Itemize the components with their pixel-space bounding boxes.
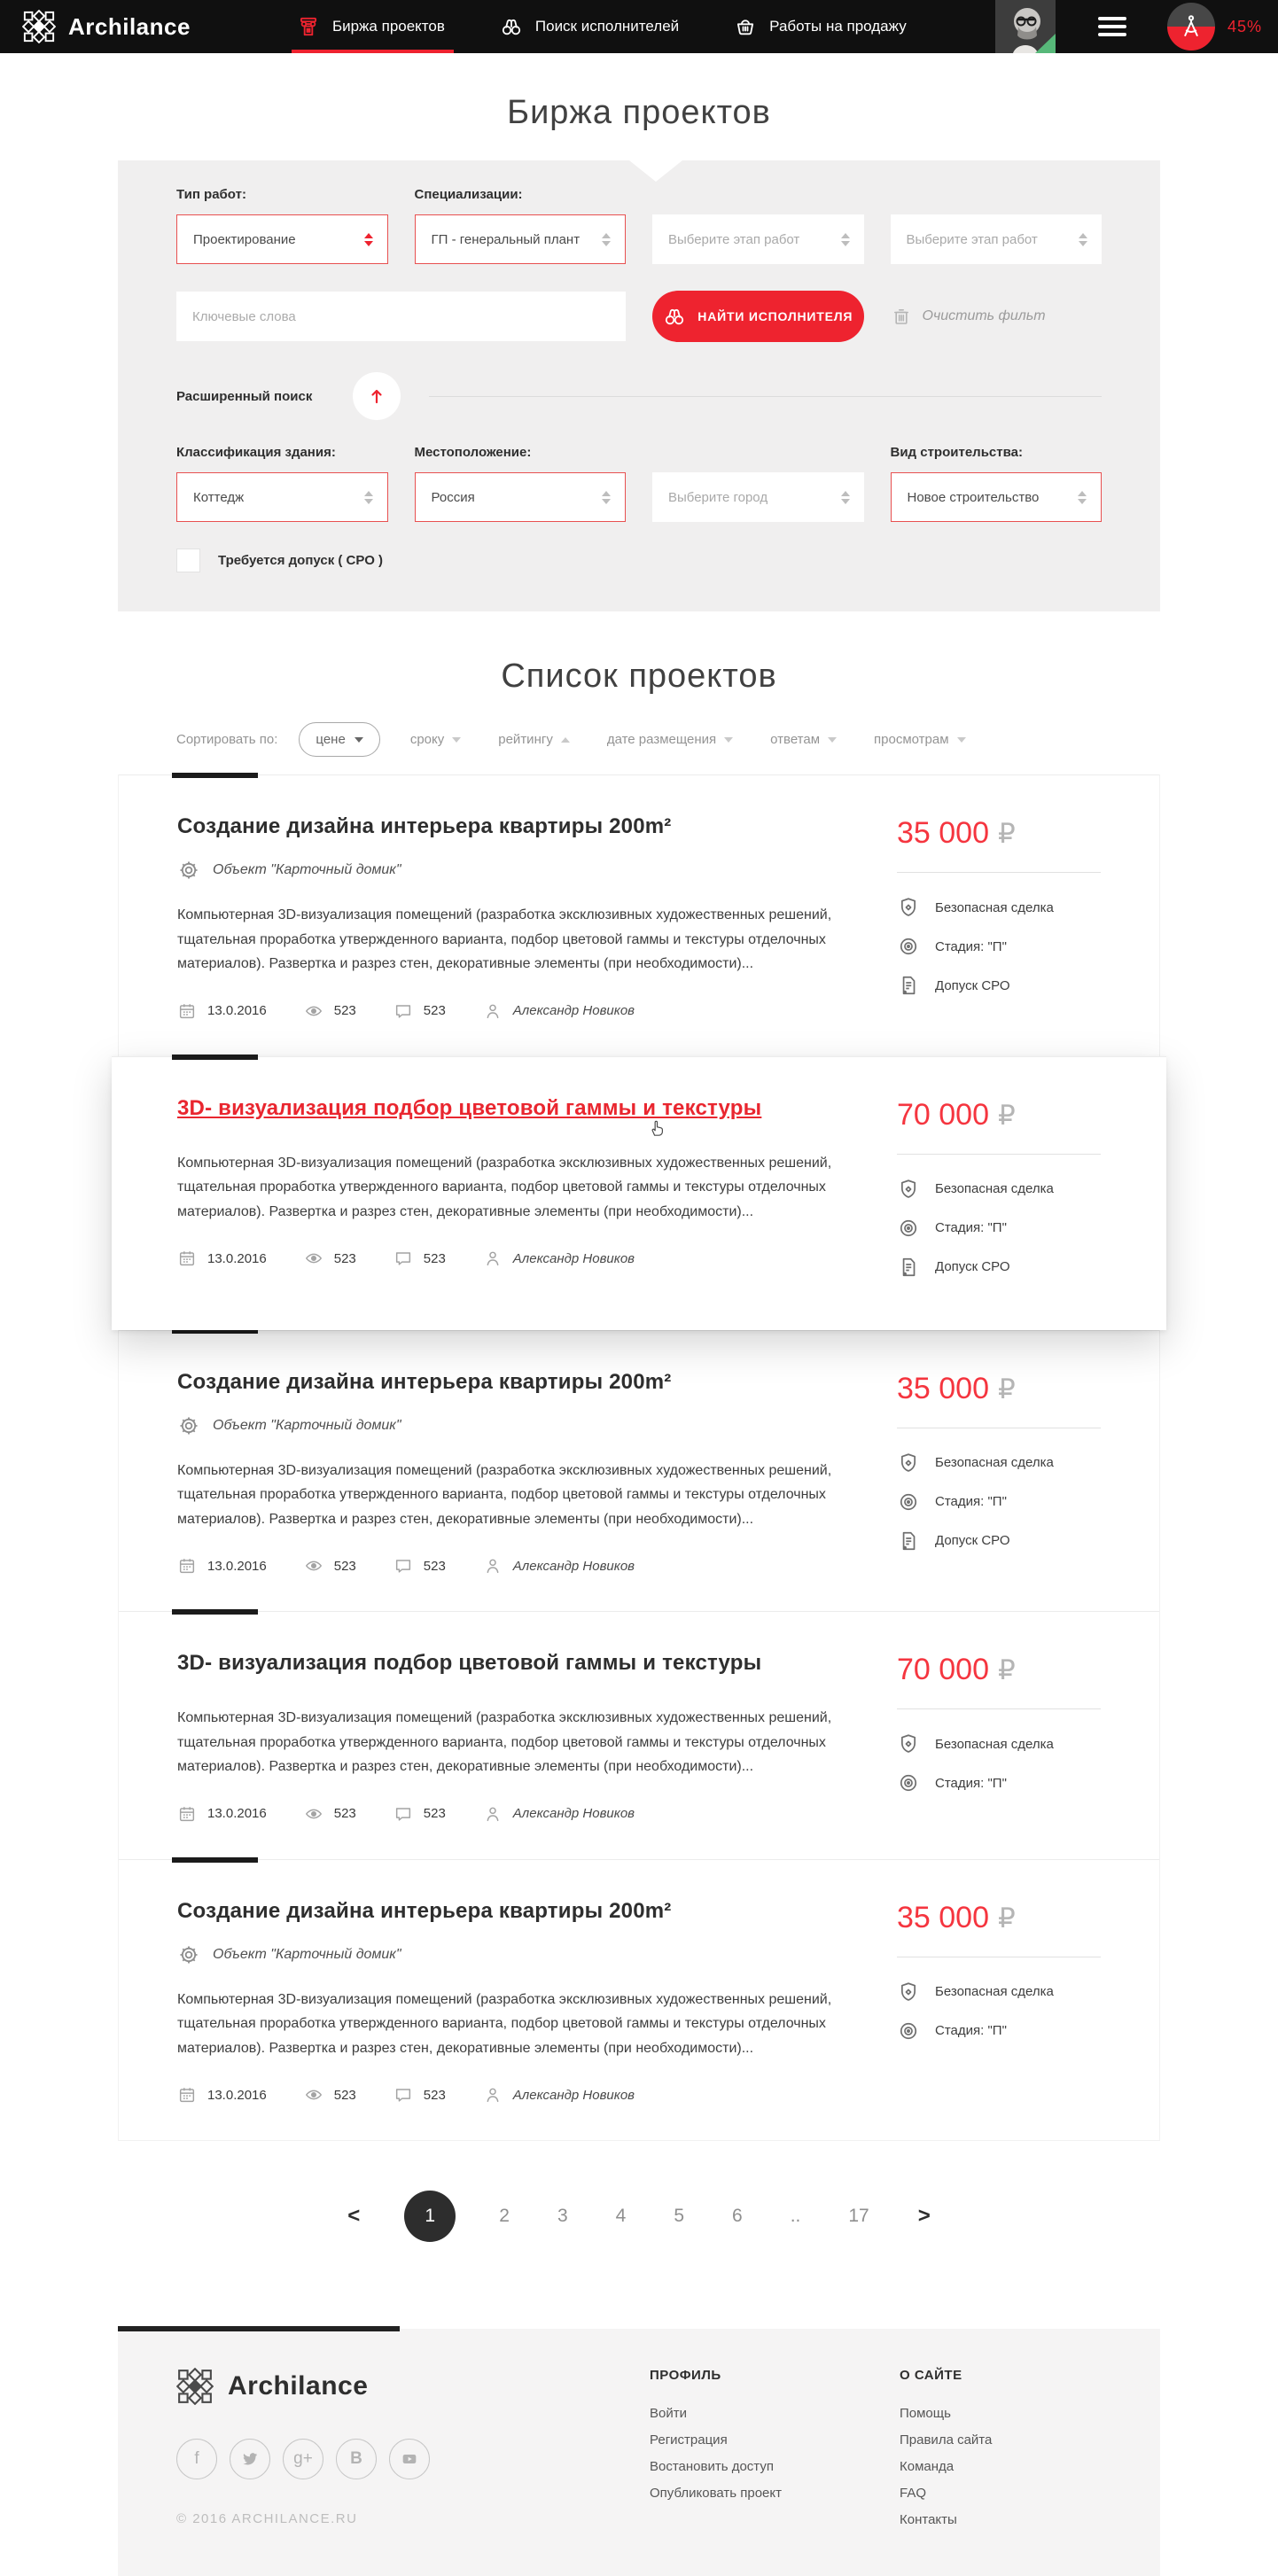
meta-author-value: Александр Новиков bbox=[512, 1003, 635, 1019]
price-value: 70 000 bbox=[897, 1653, 989, 1687]
project-price bbox=[897, 1901, 1101, 1935]
meta-comments-value: 523 bbox=[423, 2087, 446, 2103]
project-title[interactable]: Создание дизайна интерьера квартиры 200m² bbox=[177, 814, 672, 838]
location-label: Местоположение: bbox=[414, 445, 532, 460]
person-icon bbox=[483, 2085, 503, 2105]
advanced-search-label: Расширенный поиск bbox=[176, 388, 313, 404]
sort-option-date[interactable] bbox=[607, 732, 733, 747]
google-plus-icon[interactable] bbox=[283, 2439, 323, 2479]
meta-comments bbox=[394, 1249, 446, 1268]
stage-icon bbox=[897, 2020, 920, 2043]
project-title[interactable]: Создание дизайна интерьера квартиры 200m² bbox=[177, 1898, 672, 1923]
project-card-hovered bbox=[112, 1056, 1166, 1330]
compass-icon bbox=[1178, 13, 1204, 40]
meta-views-value: 523 bbox=[333, 1806, 356, 1822]
copyright: © 2016 ARCHILANCE.RU bbox=[176, 2511, 358, 2527]
footer-link-team[interactable]: Команда bbox=[900, 2459, 955, 2475]
meta-author-value: Александр Новиков bbox=[512, 1806, 635, 1822]
brand-name: Archilance bbox=[68, 12, 191, 40]
price-currency: ₽ bbox=[998, 1373, 1016, 1405]
card-main bbox=[177, 814, 861, 1021]
meta-views bbox=[304, 1556, 356, 1576]
brand-logo[interactable] bbox=[22, 10, 191, 43]
gear-icon bbox=[177, 1414, 200, 1437]
meta-comments bbox=[394, 2085, 446, 2105]
badge-label: Допуск СРО bbox=[935, 1259, 1010, 1275]
collapse-advanced-button[interactable] bbox=[353, 372, 401, 420]
sort-option-term[interactable] bbox=[410, 732, 461, 747]
list-title: Список проектов bbox=[501, 658, 777, 695]
badge-safe-deal bbox=[897, 1732, 1101, 1755]
project-list bbox=[118, 774, 1160, 2141]
vk-label: B bbox=[350, 2449, 362, 2469]
stage-select-2[interactable] bbox=[891, 214, 1103, 264]
badge-label: Стадия: "П" bbox=[935, 1220, 1007, 1236]
footer-link-rules[interactable]: Правила сайта bbox=[900, 2432, 993, 2448]
meta-date bbox=[177, 2085, 267, 2105]
card-right-column bbox=[897, 1370, 1101, 1576]
footer-about-title: О САЙТЕ bbox=[900, 2368, 962, 2384]
comment-icon bbox=[394, 1001, 413, 1021]
meta-comments-value: 523 bbox=[423, 1250, 446, 1266]
facebook-icon[interactable] bbox=[176, 2439, 217, 2479]
meta-views-value: 523 bbox=[333, 1250, 356, 1266]
card-right-column bbox=[897, 1651, 1101, 1824]
person-icon bbox=[483, 1804, 503, 1824]
user-avatar[interactable] bbox=[995, 0, 1056, 53]
sro-doc-icon bbox=[897, 1529, 920, 1553]
meta-date-value: 13.0.2016 bbox=[207, 1558, 267, 1574]
badge-stage bbox=[897, 2020, 1101, 2043]
find-performer-button[interactable] bbox=[652, 291, 864, 342]
divider bbox=[429, 396, 1102, 397]
meta-author-value: Александр Новиков bbox=[512, 1558, 635, 1574]
project-meta bbox=[177, 1001, 861, 1021]
price-value: 35 000 bbox=[897, 1900, 989, 1934]
construction-value: Новое строительство bbox=[907, 489, 1040, 505]
select-arrows-icon bbox=[841, 491, 850, 504]
project-description: Компьютерная 3D-визуализация помещений (разработка эксклюзивных художественных решений, тщательная проработка утвержденного варианта, подбор цветовой гаммы и текстуры отделочных материалов). Развертка и разрез стен, декоративные элементы (при необходимости)... bbox=[177, 1991, 832, 2056]
construction-select[interactable] bbox=[891, 472, 1103, 522]
shield-icon bbox=[897, 896, 920, 919]
sort-down-icon bbox=[724, 737, 733, 743]
profile-progress-badge[interactable] bbox=[1167, 3, 1215, 51]
price-currency: ₽ bbox=[998, 1902, 1016, 1934]
project-description: Компьютерная 3D-визуализация помещений (разработка эксклюзивных художественных решений, тщательная проработка утвержденного варианта, подбор цветовой гаммы и текстуры отделочных материалов). Развертка и разрез стен, декоративные элементы (при необходимости)... bbox=[177, 1710, 832, 1775]
project-meta bbox=[177, 2085, 861, 2105]
filter-stage-1 bbox=[652, 214, 864, 264]
eye-icon bbox=[304, 1804, 323, 1824]
sro-checkbox[interactable] bbox=[176, 549, 200, 572]
filter-classification bbox=[176, 445, 388, 522]
sort-down-icon bbox=[957, 737, 966, 743]
person-icon bbox=[483, 1001, 503, 1021]
sort-down-icon bbox=[355, 737, 363, 743]
meta-author[interactable] bbox=[483, 1804, 635, 1824]
meta-views bbox=[304, 1249, 356, 1268]
binoculars-icon bbox=[500, 15, 523, 38]
calendar-icon bbox=[177, 2085, 197, 2105]
project-price bbox=[897, 1653, 1101, 1687]
project-title-text: 3D- визуализация подбор цветовой гаммы и текстуры bbox=[177, 1095, 762, 1120]
footer-about-column bbox=[900, 2368, 1160, 2539]
project-price bbox=[897, 1098, 1101, 1132]
menu-icon[interactable] bbox=[1098, 12, 1126, 41]
card-main bbox=[177, 1899, 861, 2105]
meta-author-value: Александр Новиков bbox=[512, 1250, 635, 1266]
eye-icon bbox=[304, 1001, 323, 1021]
stage-icon bbox=[897, 1490, 920, 1514]
shield-icon bbox=[897, 1732, 920, 1755]
meta-date-value: 13.0.2016 bbox=[207, 1003, 267, 1019]
main-nav bbox=[295, 0, 960, 53]
arrow-up-icon bbox=[366, 385, 387, 407]
project-card bbox=[119, 1859, 1159, 2141]
calendar-icon bbox=[177, 1249, 197, 1268]
person-icon bbox=[483, 1249, 503, 1268]
clear-filter-button[interactable] bbox=[891, 306, 1103, 327]
footer bbox=[118, 2329, 1160, 2576]
stage-icon bbox=[897, 1217, 920, 1240]
select-arrows-icon bbox=[1079, 233, 1087, 246]
meta-author[interactable] bbox=[483, 1001, 635, 1021]
column-icon bbox=[297, 15, 320, 38]
meta-comments bbox=[394, 1001, 446, 1021]
google-plus-label: g+ bbox=[293, 2449, 313, 2469]
sort-option-label: рейтингу bbox=[498, 732, 553, 747]
project-description: Компьютерная 3D-визуализация помещений (разработка эксклюзивных художественных решений, тщательная проработка утвержденного варианта, подбор цветовой гаммы и текстуры отделочных материалов). Развертка и разрез стен, декоративные элементы (при необходимости)... bbox=[177, 1155, 832, 1219]
stage-icon bbox=[897, 1771, 920, 1794]
filter-spec bbox=[415, 187, 627, 264]
badge-label: Допуск СРО bbox=[935, 1533, 1010, 1549]
advanced-search-row bbox=[176, 372, 1102, 420]
pagination-prev[interactable]: < bbox=[347, 2204, 361, 2229]
shield-icon bbox=[897, 1451, 920, 1475]
sro-doc-icon bbox=[897, 1256, 920, 1279]
city-placeholder: Выберите город bbox=[668, 489, 768, 505]
filter-location bbox=[415, 445, 627, 522]
pagination-page-1[interactable]: 1 bbox=[404, 2191, 456, 2242]
badge-label: Стадия: "П" bbox=[935, 1775, 1007, 1791]
sort-option-rating[interactable] bbox=[498, 732, 570, 747]
filter-stage-2 bbox=[891, 214, 1103, 264]
stage-icon bbox=[897, 935, 920, 958]
classification-value: Коттедж bbox=[193, 489, 245, 505]
gear-icon bbox=[177, 859, 200, 882]
eye-icon bbox=[304, 2085, 323, 2105]
price-value: 70 000 bbox=[897, 1097, 989, 1132]
top-header bbox=[0, 0, 1278, 53]
sort-option-label: дате размещения bbox=[606, 732, 717, 747]
hand-cursor-icon bbox=[645, 1116, 668, 1145]
footer-link-help[interactable]: Помощь bbox=[900, 2406, 951, 2422]
sort-label: Сортировать по: bbox=[176, 732, 278, 747]
card-right-column bbox=[897, 1096, 1101, 1295]
meta-views bbox=[304, 2085, 356, 2105]
meta-date-value: 13.0.2016 bbox=[207, 1250, 267, 1266]
meta-date-value: 13.0.2016 bbox=[207, 2087, 267, 2103]
nav-label: Биржа проектов bbox=[331, 18, 445, 35]
comment-icon bbox=[394, 1249, 413, 1268]
nav-label: Поиск исполнителей bbox=[534, 18, 680, 35]
meta-author-value: Александр Новиков bbox=[512, 2087, 635, 2103]
select-arrows-icon bbox=[602, 491, 611, 504]
project-meta bbox=[177, 1556, 861, 1576]
sort-bar bbox=[118, 722, 1160, 757]
badge-sro bbox=[897, 974, 1101, 997]
badge-label: Безопасная сделка bbox=[935, 1984, 1054, 2000]
city-select[interactable] bbox=[652, 472, 864, 522]
project-object-label: Объект "Карточный домик" bbox=[213, 1417, 401, 1433]
social-links bbox=[176, 2439, 650, 2479]
gear-icon bbox=[177, 1943, 200, 1966]
footer-link-login[interactable]: Войти bbox=[650, 2406, 687, 2422]
nav-label: Работы на продажу bbox=[769, 18, 907, 35]
type-select[interactable] bbox=[176, 214, 388, 264]
archilance-logo-icon bbox=[22, 10, 56, 43]
project-description: Компьютерная 3D-визуализация помещений (разработка эксклюзивных художественных решений, тщательная проработка утвержденного варианта, подбор цветовой гаммы и текстуры отделочных материалов). Развертка и разрез стен, декоративные элементы (при необходимости)... bbox=[177, 1462, 832, 1527]
divider bbox=[897, 872, 1101, 873]
comment-icon bbox=[394, 1556, 413, 1576]
classification-label: Классификация здания: bbox=[176, 445, 336, 460]
footer-link-register[interactable]: Регистрация bbox=[650, 2432, 728, 2448]
badge-label: Допуск СРО bbox=[935, 977, 1010, 993]
shield-icon bbox=[897, 1981, 920, 2004]
sro-checkbox-label: Требуется допуск ( СРО ) bbox=[218, 553, 384, 568]
badge-stage bbox=[897, 1490, 1101, 1514]
filter-panel bbox=[118, 160, 1160, 611]
project-object bbox=[177, 1414, 861, 1437]
sort-option-label: просмотрам bbox=[874, 732, 949, 747]
badge-label: Стадия: "П" bbox=[935, 2023, 1007, 2039]
filter-type bbox=[176, 187, 388, 264]
price-currency: ₽ bbox=[998, 1654, 1016, 1686]
meta-views bbox=[304, 1001, 356, 1021]
project-title[interactable]: Создание дизайна интерьера квартиры 200m² bbox=[177, 1369, 672, 1394]
sort-option-answers[interactable] bbox=[770, 732, 837, 747]
filter-spec-label: Специализации: bbox=[414, 187, 523, 202]
badge-safe-deal bbox=[897, 896, 1101, 919]
facebook-label: f bbox=[194, 2449, 199, 2469]
sort-option-label: цене bbox=[316, 732, 346, 747]
meta-author[interactable] bbox=[483, 1556, 635, 1576]
archilance-logo-icon bbox=[176, 2368, 214, 2405]
select-arrows-icon bbox=[364, 233, 373, 246]
pagination-page-6[interactable]: 6 bbox=[732, 2206, 743, 2227]
badge-sro bbox=[897, 1529, 1101, 1553]
badge-safe-deal bbox=[897, 1981, 1101, 2004]
person-icon bbox=[483, 1556, 503, 1576]
project-object bbox=[177, 1943, 861, 1966]
meta-date bbox=[177, 1249, 267, 1268]
meta-comments bbox=[394, 1556, 446, 1576]
project-price bbox=[897, 1372, 1101, 1406]
badge-label: Безопасная сделка bbox=[935, 1736, 1054, 1752]
sort-option-price[interactable] bbox=[299, 722, 379, 757]
sort-down-icon bbox=[452, 737, 461, 743]
footer-left bbox=[176, 2368, 650, 2539]
footer-brand-name: Archilance bbox=[228, 2371, 369, 2401]
pagination-page-4[interactable]: 4 bbox=[615, 2206, 627, 2227]
badge-label: Безопасная сделка bbox=[935, 1455, 1054, 1471]
divider bbox=[897, 1708, 1101, 1709]
badge-label: Стадия: "П" bbox=[935, 938, 1007, 954]
badge-label: Безопасная сделка bbox=[935, 1181, 1054, 1197]
card-right-column bbox=[897, 1899, 1101, 2105]
sro-doc-icon bbox=[897, 974, 920, 997]
meta-date bbox=[177, 1804, 267, 1824]
project-title[interactable]: 3D- визуализация подбор цветовой гаммы и текстуры bbox=[177, 1651, 762, 1676]
sort-option-label: сроку bbox=[409, 732, 445, 747]
calendar-icon bbox=[177, 1001, 197, 1021]
pagination-page-3[interactable]: 3 bbox=[557, 2206, 568, 2227]
divider bbox=[897, 1154, 1101, 1155]
comment-icon bbox=[394, 1804, 413, 1824]
card-right-column bbox=[897, 814, 1101, 1021]
price-value: 35 000 bbox=[897, 1371, 989, 1405]
price-currency: ₽ bbox=[998, 1099, 1016, 1131]
meta-date-value: 13.0.2016 bbox=[207, 1806, 267, 1822]
classification-select[interactable] bbox=[176, 472, 388, 522]
project-card bbox=[119, 774, 1159, 1056]
footer-profile-title: ПРОФИЛЬ bbox=[650, 2368, 721, 2384]
location-value: Россия bbox=[431, 489, 475, 505]
price-currency: ₽ bbox=[998, 818, 1016, 849]
meta-views-value: 523 bbox=[333, 2087, 356, 2103]
pagination-page-17[interactable]: 17 bbox=[848, 2206, 869, 2227]
badge-stage bbox=[897, 1771, 1101, 1794]
footer-profile-column bbox=[650, 2368, 900, 2539]
sort-option-label: ответам bbox=[770, 732, 821, 747]
comment-icon bbox=[394, 2085, 413, 2105]
select-arrows-icon bbox=[841, 233, 850, 246]
select-arrows-icon bbox=[1078, 491, 1087, 504]
filter-type-label: Тип работ: bbox=[176, 187, 246, 202]
spec-select[interactable] bbox=[415, 214, 627, 264]
nav-item-projects-exchange[interactable] bbox=[295, 0, 447, 53]
calendar-icon bbox=[177, 1556, 197, 1576]
project-title-link[interactable] bbox=[177, 1096, 861, 1121]
vk-icon[interactable] bbox=[336, 2439, 377, 2479]
badge-label: Безопасная сделка bbox=[935, 899, 1054, 915]
pagination-page-5[interactable]: 5 bbox=[674, 2206, 685, 2227]
nav-item-works-for-sale[interactable] bbox=[732, 0, 908, 53]
badge-safe-deal bbox=[897, 1451, 1101, 1475]
youtube-icon[interactable] bbox=[389, 2439, 430, 2479]
filter-city bbox=[652, 472, 864, 522]
sort-up-icon bbox=[561, 737, 570, 743]
select-arrows-icon bbox=[602, 233, 611, 246]
select-arrows-icon bbox=[364, 491, 373, 504]
eye-icon bbox=[304, 1249, 323, 1268]
filter-construction bbox=[891, 445, 1103, 522]
profile-progress-value: 45% bbox=[1227, 17, 1262, 35]
sort-down-icon bbox=[828, 737, 837, 743]
meta-author[interactable] bbox=[483, 2085, 635, 2105]
meta-views-value: 523 bbox=[333, 1003, 356, 1019]
clear-filter-label: Очистить фильт bbox=[922, 308, 1046, 323]
price-value: 35 000 bbox=[897, 816, 989, 850]
sort-option-views[interactable] bbox=[874, 732, 966, 747]
project-description: Компьютерная 3D-визуализация помещений (разработка эксклюзивных художественных решений, тщательная проработка утвержденного варианта, подбор цветовой гаммы и текстуры отделочных материалов). Развертка и разрез стен, декоративные элементы (при необходимости)... bbox=[177, 907, 832, 972]
badge-stage bbox=[897, 1217, 1101, 1240]
badge-stage bbox=[897, 935, 1101, 958]
project-card bbox=[119, 1611, 1159, 1859]
pagination bbox=[118, 2191, 1160, 2242]
meta-date bbox=[177, 1556, 267, 1576]
meta-comments bbox=[394, 1804, 446, 1824]
stage-select-1-placeholder: Выберите этап работ bbox=[668, 231, 800, 247]
construction-label: Вид строительства: bbox=[890, 445, 1023, 460]
project-object bbox=[177, 859, 861, 882]
footer-link-restore-access[interactable]: Востановить доступ bbox=[650, 2459, 774, 2475]
type-select-value: Проектирование bbox=[193, 231, 296, 247]
project-object-label: Объект "Карточный домик" bbox=[213, 1946, 401, 1962]
keywords-input[interactable] bbox=[176, 292, 626, 341]
stage-select-1[interactable] bbox=[652, 214, 864, 264]
project-card bbox=[119, 1330, 1159, 1612]
spec-select-value: ГП - генеральный плант bbox=[431, 231, 581, 247]
meta-views bbox=[304, 1804, 356, 1824]
sro-checkbox-row bbox=[176, 549, 1102, 572]
trash-icon bbox=[891, 306, 912, 327]
badge-safe-deal bbox=[897, 1178, 1101, 1201]
meta-comments-value: 523 bbox=[423, 1806, 446, 1822]
meta-comments-value: 523 bbox=[423, 1003, 446, 1019]
basket-icon bbox=[734, 15, 757, 38]
eye-icon bbox=[304, 1556, 323, 1576]
find-performer-button-label: НАЙТИ ИСПОЛНИТЕЛЯ bbox=[697, 309, 853, 323]
footer-link-contacts[interactable]: Контакты bbox=[900, 2512, 957, 2528]
badge-label: Стадия: "П" bbox=[935, 1494, 1007, 1510]
card-main bbox=[177, 1651, 861, 1824]
footer-brand[interactable] bbox=[176, 2368, 650, 2405]
page-title: Биржа проектов bbox=[507, 94, 771, 131]
calendar-icon bbox=[177, 1804, 197, 1824]
project-price bbox=[897, 816, 1101, 851]
meta-date bbox=[177, 1001, 267, 1021]
meta-author[interactable] bbox=[483, 1249, 635, 1268]
shield-icon bbox=[897, 1178, 920, 1201]
twitter-icon[interactable] bbox=[230, 2439, 270, 2479]
meta-views-value: 523 bbox=[333, 1558, 356, 1574]
project-meta bbox=[177, 1804, 861, 1824]
card-main bbox=[177, 1096, 861, 1295]
meta-comments-value: 523 bbox=[423, 1558, 446, 1574]
pagination-ellipsis: .. bbox=[790, 2206, 801, 2227]
nav-item-find-performers[interactable] bbox=[498, 0, 681, 53]
location-select[interactable] bbox=[415, 472, 627, 522]
footer-link-publish-project[interactable]: Опубликовать проект bbox=[650, 2486, 782, 2502]
stage-select-2-placeholder: Выберите этап работ bbox=[906, 231, 1038, 247]
header-right-cluster bbox=[995, 0, 1278, 53]
project-meta bbox=[177, 1249, 861, 1268]
pagination-next[interactable]: > bbox=[917, 2204, 931, 2229]
project-object-label: Объект "Карточный домик" bbox=[213, 862, 401, 877]
footer-link-faq[interactable]: FAQ bbox=[900, 2486, 927, 2502]
badge-sro bbox=[897, 1256, 1101, 1279]
card-main bbox=[177, 1370, 861, 1576]
pagination-page-2[interactable]: 2 bbox=[499, 2206, 510, 2227]
binoculars-icon bbox=[663, 305, 686, 328]
